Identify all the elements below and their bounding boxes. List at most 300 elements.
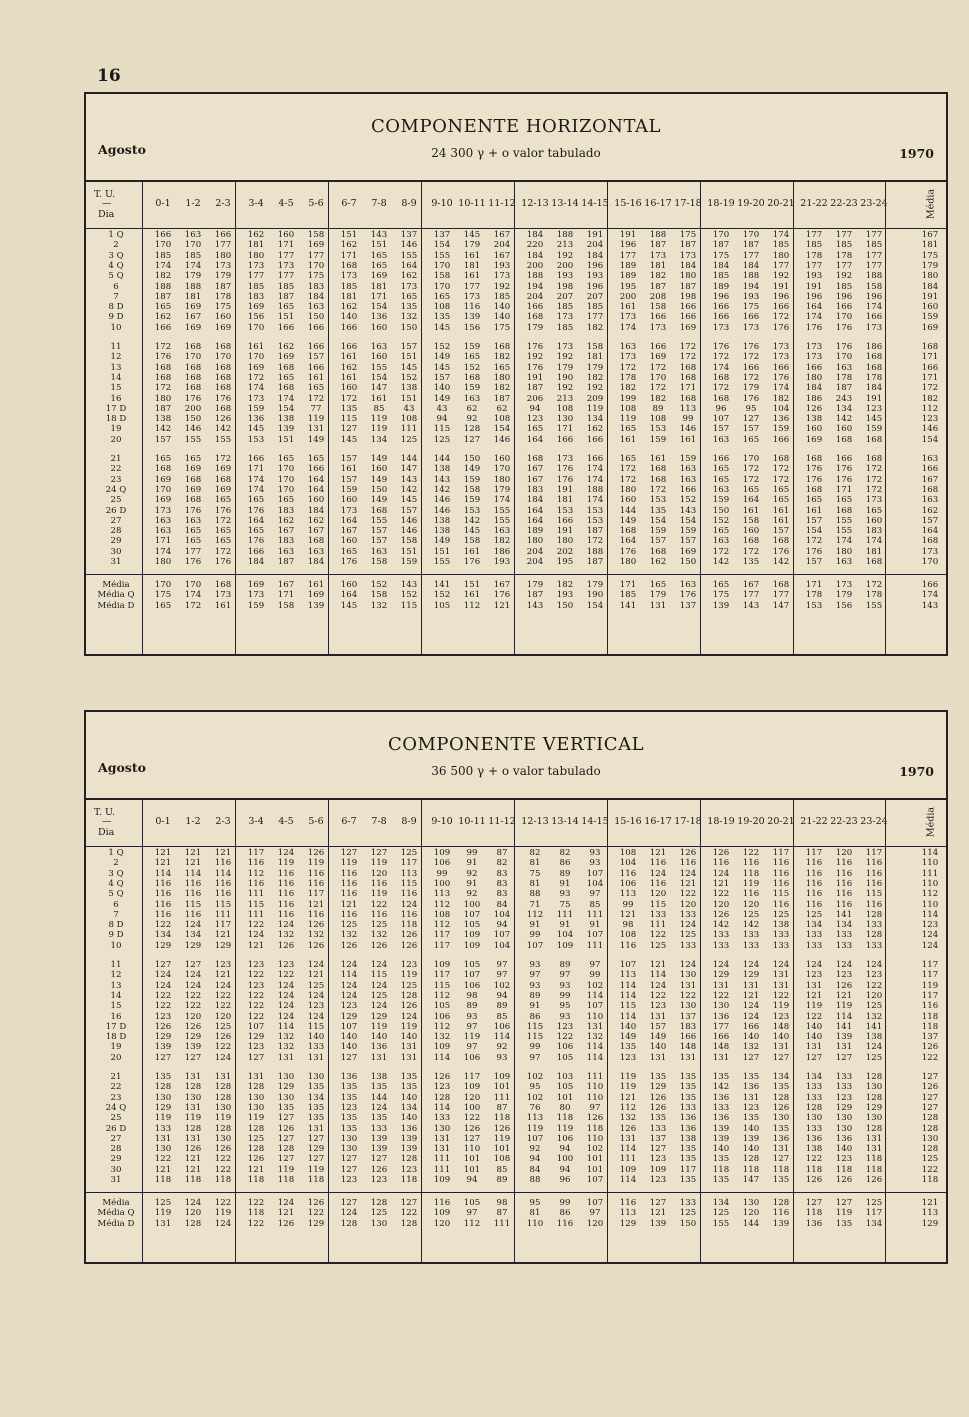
hour-value: 187 xyxy=(526,590,544,601)
hour-value: 151 xyxy=(400,546,418,557)
hour-value: 133 xyxy=(805,1092,823,1103)
hour-value: 188 xyxy=(556,230,574,240)
day-row xyxy=(86,1022,946,1032)
year-label: 1970 xyxy=(899,764,934,779)
hour-value: 94 xyxy=(529,1154,541,1165)
hour-value: 170 xyxy=(433,281,451,292)
hour-value: 111 xyxy=(214,909,232,920)
hour-value: 116 xyxy=(277,878,295,889)
hour-value: 128 xyxy=(742,1154,760,1165)
table-title: COMPONENTE HORIZONTAL xyxy=(371,116,661,137)
hour-value: 128 xyxy=(400,1154,418,1165)
hour-value: 145 xyxy=(340,434,358,445)
hour-value: 140 xyxy=(493,312,511,323)
media-value: 128 xyxy=(921,1144,939,1155)
hour-value: 157 xyxy=(805,515,823,526)
hour-value: 153 xyxy=(556,505,574,516)
hour-value: 192 xyxy=(556,352,574,363)
hour-value: 117 xyxy=(307,889,325,900)
hour-value: 161 xyxy=(679,434,697,445)
hour-value: 162 xyxy=(340,302,358,313)
hour-value: 116 xyxy=(214,858,232,869)
hour-value: 177 xyxy=(277,271,295,282)
hour-value: 173 xyxy=(805,352,823,363)
hour-value: 184 xyxy=(679,260,697,271)
hour-value: 175 xyxy=(154,590,172,601)
hour-value: 134 xyxy=(835,920,853,931)
row-label: 27 xyxy=(110,1133,122,1144)
hour-value: 200 xyxy=(526,260,544,271)
hour-value: 130 xyxy=(805,1113,823,1124)
media-column-header xyxy=(916,180,946,228)
hour-value: 127 xyxy=(277,1113,295,1124)
row-label: 19 xyxy=(110,424,122,435)
hour-value: 106 xyxy=(463,1052,481,1063)
hour-value: 99 xyxy=(622,899,634,910)
hour-value: 130 xyxy=(214,1102,232,1113)
hour-value: 116 xyxy=(154,878,172,889)
hour-value: 169 xyxy=(649,352,667,363)
hour-value: 123 xyxy=(772,1011,790,1022)
hour-value: 148 xyxy=(712,1042,730,1053)
hour-value: 177 xyxy=(214,240,232,251)
hour-value: 128 xyxy=(865,1123,883,1134)
hour-value: 176 xyxy=(247,505,265,516)
hour-value: 127 xyxy=(805,1052,823,1063)
hour-value: 169 xyxy=(214,464,232,475)
summary-separator xyxy=(86,574,946,575)
day-row xyxy=(86,1103,946,1113)
hour-value: 124 xyxy=(277,1198,295,1208)
hour-value: 166 xyxy=(679,484,697,495)
hour-value: 207 xyxy=(556,291,574,302)
hour-value: 148 xyxy=(679,1042,697,1053)
day-row xyxy=(86,848,946,858)
hour-value: 110 xyxy=(586,1082,604,1093)
hour-value: 116 xyxy=(649,878,667,889)
hour-value: 91 xyxy=(559,878,571,889)
hour-value: 129 xyxy=(619,1218,637,1229)
row-label: 11 xyxy=(110,342,122,352)
hour-value: 109 xyxy=(649,1164,667,1175)
hour-value: 181 xyxy=(247,240,265,251)
hour-value: 116 xyxy=(835,858,853,869)
row-label: 8 D xyxy=(108,920,124,931)
hour-value: 184 xyxy=(865,383,883,394)
hour-value: 122 xyxy=(247,1011,265,1022)
hour-value: 155 xyxy=(400,250,418,261)
hour-value: 172 xyxy=(649,362,667,373)
hour-value: 184 xyxy=(307,505,325,516)
hour-value: 121 xyxy=(184,1164,202,1175)
hour-value: 175 xyxy=(712,250,730,261)
hour-value: 116 xyxy=(835,899,853,910)
hour-value: 122 xyxy=(247,970,265,981)
hour-value: 116 xyxy=(184,909,202,920)
hour-value: 150 xyxy=(463,454,481,464)
column-header: 9-10 xyxy=(431,198,453,209)
hour-value: 128 xyxy=(340,1218,358,1229)
hour-value: 183 xyxy=(277,536,295,547)
hour-value: 206 xyxy=(526,393,544,404)
hour-value: 172 xyxy=(214,546,232,557)
hour-value: 196 xyxy=(586,281,604,292)
day-row xyxy=(86,941,946,951)
row-label: 4 Q xyxy=(108,260,124,271)
row-label: Média Q xyxy=(97,590,135,601)
hour-value: 187 xyxy=(277,557,295,567)
hour-value: 108 xyxy=(493,1154,511,1165)
hour-value: 127 xyxy=(184,960,202,970)
hour-value: 128 xyxy=(184,1123,202,1134)
hour-value: 122 xyxy=(247,920,265,931)
hour-value: 99 xyxy=(529,930,541,941)
row-label: 5 Q xyxy=(108,889,124,900)
hour-value: 107 xyxy=(463,970,481,981)
column-header: 23-24 xyxy=(860,816,888,827)
day-row xyxy=(86,352,946,362)
hour-value: 173 xyxy=(493,271,511,282)
media-value: 124 xyxy=(921,940,939,951)
hour-value: 157 xyxy=(433,372,451,383)
hour-value: 123 xyxy=(340,1102,358,1113)
table-title: COMPONENTE VERTICAL xyxy=(387,734,645,755)
row-label: 6 xyxy=(113,281,119,292)
hour-value: 127 xyxy=(463,434,481,445)
hour-value: 174 xyxy=(772,230,790,240)
hour-value: 159 xyxy=(463,495,481,506)
hour-value: 130 xyxy=(277,1092,295,1103)
hour-value: 123 xyxy=(649,1154,667,1165)
hour-value: 126 xyxy=(649,1092,667,1103)
hour-value: 173 xyxy=(772,342,790,352)
hour-value: 144 xyxy=(400,454,418,464)
hour-value: 76 xyxy=(529,1102,541,1113)
hour-value: 131 xyxy=(712,980,730,991)
hour-value: 163 xyxy=(463,393,481,404)
hour-value: 204 xyxy=(586,240,604,251)
hour-value: 119 xyxy=(772,1001,790,1012)
hour-value: 163 xyxy=(835,557,853,567)
column-header: 12-13 xyxy=(521,198,549,209)
hour-value: 177 xyxy=(307,250,325,261)
row-label: 27 xyxy=(110,515,122,526)
column-header: 21-22 xyxy=(800,198,828,209)
hour-value: 169 xyxy=(247,302,265,313)
media-value: 128 xyxy=(921,1113,939,1124)
column-header: 3-4 xyxy=(248,198,264,209)
media-header-label: Média xyxy=(925,806,937,838)
hour-value: 128 xyxy=(247,1082,265,1093)
hour-value: 116 xyxy=(619,940,637,951)
hour-value: 159 xyxy=(679,526,697,537)
hour-value: 152 xyxy=(400,372,418,383)
hour-value: 99 xyxy=(589,970,601,981)
hour-value: 143 xyxy=(679,505,697,516)
row-label: 5 Q xyxy=(108,271,124,282)
hour-value: 164 xyxy=(307,474,325,485)
row-label: 3 Q xyxy=(108,250,124,261)
hour-value: 97 xyxy=(589,1208,601,1219)
hour-value: 133 xyxy=(679,1102,697,1113)
hour-value: 177 xyxy=(772,590,790,601)
column-header: 2-3 xyxy=(215,816,231,827)
hour-value: 185 xyxy=(712,271,730,282)
hour-value: 132 xyxy=(586,1032,604,1043)
hour-value: 191 xyxy=(526,372,544,383)
hour-value: 168 xyxy=(835,434,853,445)
hour-value: 93 xyxy=(496,1052,508,1063)
hour-value: 163 xyxy=(154,526,172,537)
hour-value: 139 xyxy=(277,424,295,435)
hour-value: 179 xyxy=(586,362,604,373)
hour-value: 98 xyxy=(496,1198,508,1208)
hour-value: 122 xyxy=(247,1218,265,1229)
media-value: 112 xyxy=(921,403,939,414)
row-label: 11 xyxy=(110,960,122,970)
hour-value: 168 xyxy=(214,580,232,590)
hour-value: 116 xyxy=(805,868,823,879)
hour-value: 116 xyxy=(340,878,358,889)
hour-value: 125 xyxy=(865,1198,883,1208)
hour-value: 172 xyxy=(742,546,760,557)
hour-value: 81 xyxy=(529,1208,541,1219)
hour-value: 159 xyxy=(463,383,481,394)
day-row xyxy=(86,394,946,404)
hour-value: 130 xyxy=(835,1123,853,1134)
hour-value: 131 xyxy=(184,1072,202,1082)
media-value: 163 xyxy=(921,495,939,506)
hour-value: 196 xyxy=(712,291,730,302)
hour-value: 153 xyxy=(463,505,481,516)
hour-value: 133 xyxy=(712,1102,730,1113)
hour-value: 155 xyxy=(865,600,883,611)
day-row xyxy=(86,485,946,495)
day-row xyxy=(86,879,946,889)
day-row xyxy=(86,970,946,980)
hour-value: 116 xyxy=(865,868,883,879)
media-value: 127 xyxy=(921,1092,939,1103)
hour-value: 172 xyxy=(865,464,883,475)
hour-value: 135 xyxy=(712,1072,730,1082)
hour-value: 123 xyxy=(556,1021,574,1032)
hour-value: 119 xyxy=(619,1072,637,1082)
hour-value: 104 xyxy=(772,403,790,414)
hour-value: 126 xyxy=(400,1001,418,1012)
hour-value: 119 xyxy=(463,1032,481,1043)
media-value: 117 xyxy=(921,960,939,970)
hour-value: 130 xyxy=(772,1113,790,1124)
day-row xyxy=(86,536,946,546)
hour-value: 158 xyxy=(586,342,604,352)
hour-value: 115 xyxy=(772,889,790,900)
hour-value: 154 xyxy=(370,302,388,313)
hour-value: 185 xyxy=(586,302,604,313)
hour-value: 143 xyxy=(433,474,451,485)
hour-value: 166 xyxy=(649,342,667,352)
table-componente-horizontal xyxy=(84,92,948,656)
hour-value: 167 xyxy=(493,580,511,590)
hour-value: 173 xyxy=(463,291,481,302)
hour-value: 176 xyxy=(619,546,637,557)
hour-value: 130 xyxy=(277,1072,295,1082)
hour-value: 116 xyxy=(400,909,418,920)
hour-value: 92 xyxy=(529,1144,541,1155)
hour-value: 176 xyxy=(712,342,730,352)
hour-value: 112 xyxy=(619,1102,637,1113)
hour-value: 164 xyxy=(742,495,760,506)
hour-value: 129 xyxy=(277,1082,295,1093)
hour-value: 169 xyxy=(214,322,232,333)
hour-value: 149 xyxy=(433,536,451,547)
table-header xyxy=(86,94,946,182)
media-value: 160 xyxy=(921,302,939,313)
hour-value: 125 xyxy=(400,980,418,991)
hour-value: 128 xyxy=(277,1144,295,1155)
hour-value: 62 xyxy=(466,403,478,414)
column-header: 21-22 xyxy=(800,816,828,827)
hour-value: 91 xyxy=(559,920,571,931)
hour-value: 106 xyxy=(433,858,451,869)
hour-value: 121 xyxy=(184,858,202,869)
hour-value: 124 xyxy=(277,848,295,858)
hour-value: 118 xyxy=(772,1164,790,1175)
hour-value: 194 xyxy=(526,281,544,292)
hour-value: 140 xyxy=(619,1021,637,1032)
hour-value: 136 xyxy=(679,1113,697,1124)
hour-value: 191 xyxy=(865,393,883,404)
column-header: 17-18 xyxy=(674,198,702,209)
hour-value: 124 xyxy=(277,920,295,931)
hour-value: 192 xyxy=(556,250,574,261)
hour-value: 170 xyxy=(184,240,202,251)
day-header xyxy=(86,798,143,846)
hour-value: 171 xyxy=(370,291,388,302)
hour-value: 151 xyxy=(370,240,388,251)
hour-value: 140 xyxy=(400,1113,418,1124)
hour-value: 115 xyxy=(400,878,418,889)
hour-value: 127 xyxy=(184,1052,202,1063)
hour-value: 125 xyxy=(307,980,325,991)
hour-value: 125 xyxy=(742,909,760,920)
hour-value: 130 xyxy=(247,1092,265,1103)
hour-value: 108 xyxy=(619,930,637,941)
hour-value: 136 xyxy=(400,1123,418,1134)
hour-value: 128 xyxy=(865,1092,883,1103)
hour-value: 160 xyxy=(835,424,853,435)
hour-value: 183 xyxy=(526,484,544,495)
hour-value: 165 xyxy=(214,495,232,506)
row-label: 14 xyxy=(110,372,122,383)
hour-value: 177 xyxy=(742,590,760,601)
row-label: 21 xyxy=(110,1072,122,1082)
hour-value: 184 xyxy=(742,260,760,271)
hour-value: 128 xyxy=(772,1198,790,1208)
hour-value: 165 xyxy=(619,424,637,435)
media-value: 123 xyxy=(921,920,939,931)
media-value: 128 xyxy=(921,1123,939,1134)
hour-value: 122 xyxy=(370,899,388,910)
hour-value: 160 xyxy=(214,312,232,323)
hour-value: 172 xyxy=(307,393,325,404)
hour-value: 172 xyxy=(649,484,667,495)
hour-value: 129 xyxy=(247,1032,265,1043)
hour-value: 163 xyxy=(370,342,388,352)
hour-value: 136 xyxy=(370,312,388,323)
hour-value: 97 xyxy=(589,960,601,970)
hour-value: 173 xyxy=(742,322,760,333)
hour-value: 168 xyxy=(679,393,697,404)
hour-value: 117 xyxy=(772,848,790,858)
hour-value: 168 xyxy=(277,362,295,373)
hour-value: 151 xyxy=(277,312,295,323)
hour-value: 122 xyxy=(772,990,790,1001)
hour-value: 136 xyxy=(247,414,265,425)
hour-value: 159 xyxy=(340,484,358,495)
hour-value: 150 xyxy=(712,505,730,516)
hour-value: 134 xyxy=(184,930,202,941)
hour-value: 119 xyxy=(835,1208,853,1219)
hour-value: 128 xyxy=(214,1082,232,1093)
hour-value: 174 xyxy=(247,484,265,495)
hour-value: 170 xyxy=(277,484,295,495)
hour-value: 124 xyxy=(214,1052,232,1063)
hour-value: 168 xyxy=(184,372,202,383)
hour-value: 188 xyxy=(154,281,172,292)
day-row xyxy=(86,342,946,352)
hour-value: 119 xyxy=(370,889,388,900)
hour-value: 172 xyxy=(340,393,358,404)
hour-value: 113 xyxy=(433,889,451,900)
hour-value: 138 xyxy=(679,1133,697,1144)
hour-value: 119 xyxy=(307,414,325,425)
column-header: 0-1 xyxy=(155,198,171,209)
hour-value: 124 xyxy=(805,960,823,970)
hour-value: 118 xyxy=(712,1164,730,1175)
hour-value: 184 xyxy=(307,291,325,302)
hour-value: 119 xyxy=(340,858,358,869)
hour-value: 168 xyxy=(154,464,172,475)
hour-value: 116 xyxy=(742,889,760,900)
hour-value: 140 xyxy=(340,312,358,323)
day-row xyxy=(86,1001,946,1011)
hour-value: 172 xyxy=(619,464,637,475)
media-value: 169 xyxy=(921,322,939,333)
hour-value: 165 xyxy=(493,362,511,373)
hour-value: 165 xyxy=(712,474,730,485)
hour-value: 119 xyxy=(493,1133,511,1144)
hour-value: 179 xyxy=(649,590,667,601)
hour-value: 168 xyxy=(493,342,511,352)
hour-value: 129 xyxy=(154,1102,172,1113)
row-label: 13 xyxy=(110,980,122,991)
hour-value: 121 xyxy=(307,899,325,910)
hour-value: 124 xyxy=(154,980,172,991)
hour-value: 121 xyxy=(214,970,232,981)
media-value: 114 xyxy=(921,848,939,858)
hour-value: 142 xyxy=(712,920,730,931)
hour-value: 165 xyxy=(772,495,790,506)
hour-value: 118 xyxy=(154,1175,172,1185)
hour-value: 105 xyxy=(463,1198,481,1208)
hour-value: 126 xyxy=(805,403,823,414)
row-label: 25 xyxy=(110,495,122,506)
hour-value: 166 xyxy=(742,362,760,373)
media-value: 179 xyxy=(921,260,939,271)
hour-value: 135 xyxy=(340,403,358,414)
hour-value: 175 xyxy=(214,302,232,313)
hour-value: 184 xyxy=(526,495,544,506)
